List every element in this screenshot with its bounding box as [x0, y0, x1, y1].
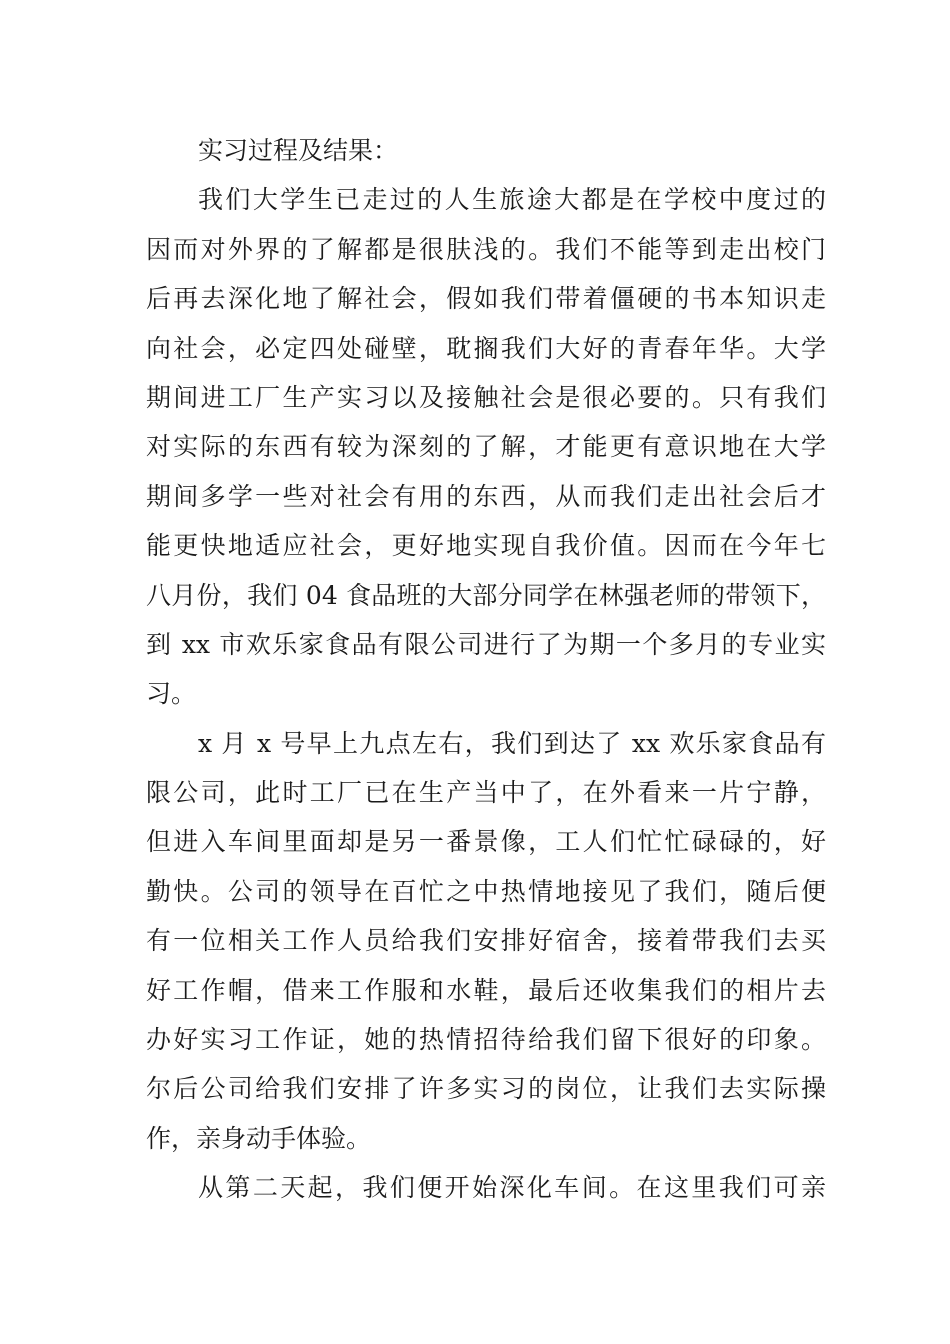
paragraph-line: 限公司，此时工厂已在生产当中了，在外看来一片宁静， [146, 778, 826, 808]
paragraph-line: 有一位相关工作人员给我们安排好宿舍，接着带我们去买 [146, 926, 826, 956]
paragraph-line: 习。 [146, 679, 197, 709]
paragraph-line: 能更快地适应社会，更好地实现自我价值。因而在今年七 [146, 531, 826, 561]
paragraph-line: 勤快。公司的领导在百忙之中热情地接见了我们，随后便 [146, 876, 826, 906]
document-body [146, 126, 826, 1213]
paragraph-line: 八月份，我们 04 食品班的大部分同学在林强老师的带领下， [146, 580, 826, 610]
paragraph-line: 对实际的东西有较为深刻的了解，才能更有意识地在大学 [146, 432, 826, 462]
section-heading: 实习过程及结果： [198, 136, 399, 165]
paragraph-line: 到 xx 市欢乐家食品有限公司进行了为期一个多月的专业实 [146, 629, 826, 659]
paragraph-line: 尔后公司给我们安排了许多实习的岗位，让我们去实际操 [146, 1074, 826, 1104]
paragraph-line: 向社会，必定四处碰壁，耽搁我们大好的青春年华。大学 [146, 333, 826, 363]
paragraph-line: 从第二天起，我们便开始深化车间。在这里我们可亲 [198, 1173, 826, 1203]
paragraph-line: 但进入车间里面却是另一番景像，工人们忙忙碌碌的，好 [146, 827, 826, 857]
paragraph-line: 办好实习工作证，她的热情招待给我们留下很好的印象。 [146, 1025, 826, 1055]
paragraph-line: 好工作帽，借来工作服和水鞋，最后还收集我们的相片去 [146, 975, 826, 1005]
paragraph-line: 期间进工厂生产实习以及接触社会是很必要的。只有我们 [146, 382, 826, 412]
paragraph-line: 后再去深化地了解社会，假如我们带着僵硬的书本知识走 [146, 284, 826, 314]
paragraph-line: 我们大学生已走过的人生旅途大都是在学校中度过的 [198, 185, 826, 215]
paragraph-line: 因而对外界的了解都是很肤浅的。我们不能等到走出校门 [146, 234, 826, 264]
paragraph-line: 期间多学一些对社会有用的东西，从而我们走出社会后才 [146, 481, 826, 511]
paragraph-line: 作，亲身动手体验。 [146, 1123, 372, 1153]
paragraph-line: x 月 x 号早上九点左右，我们到达了 xx 欢乐家食品有 [198, 728, 826, 758]
